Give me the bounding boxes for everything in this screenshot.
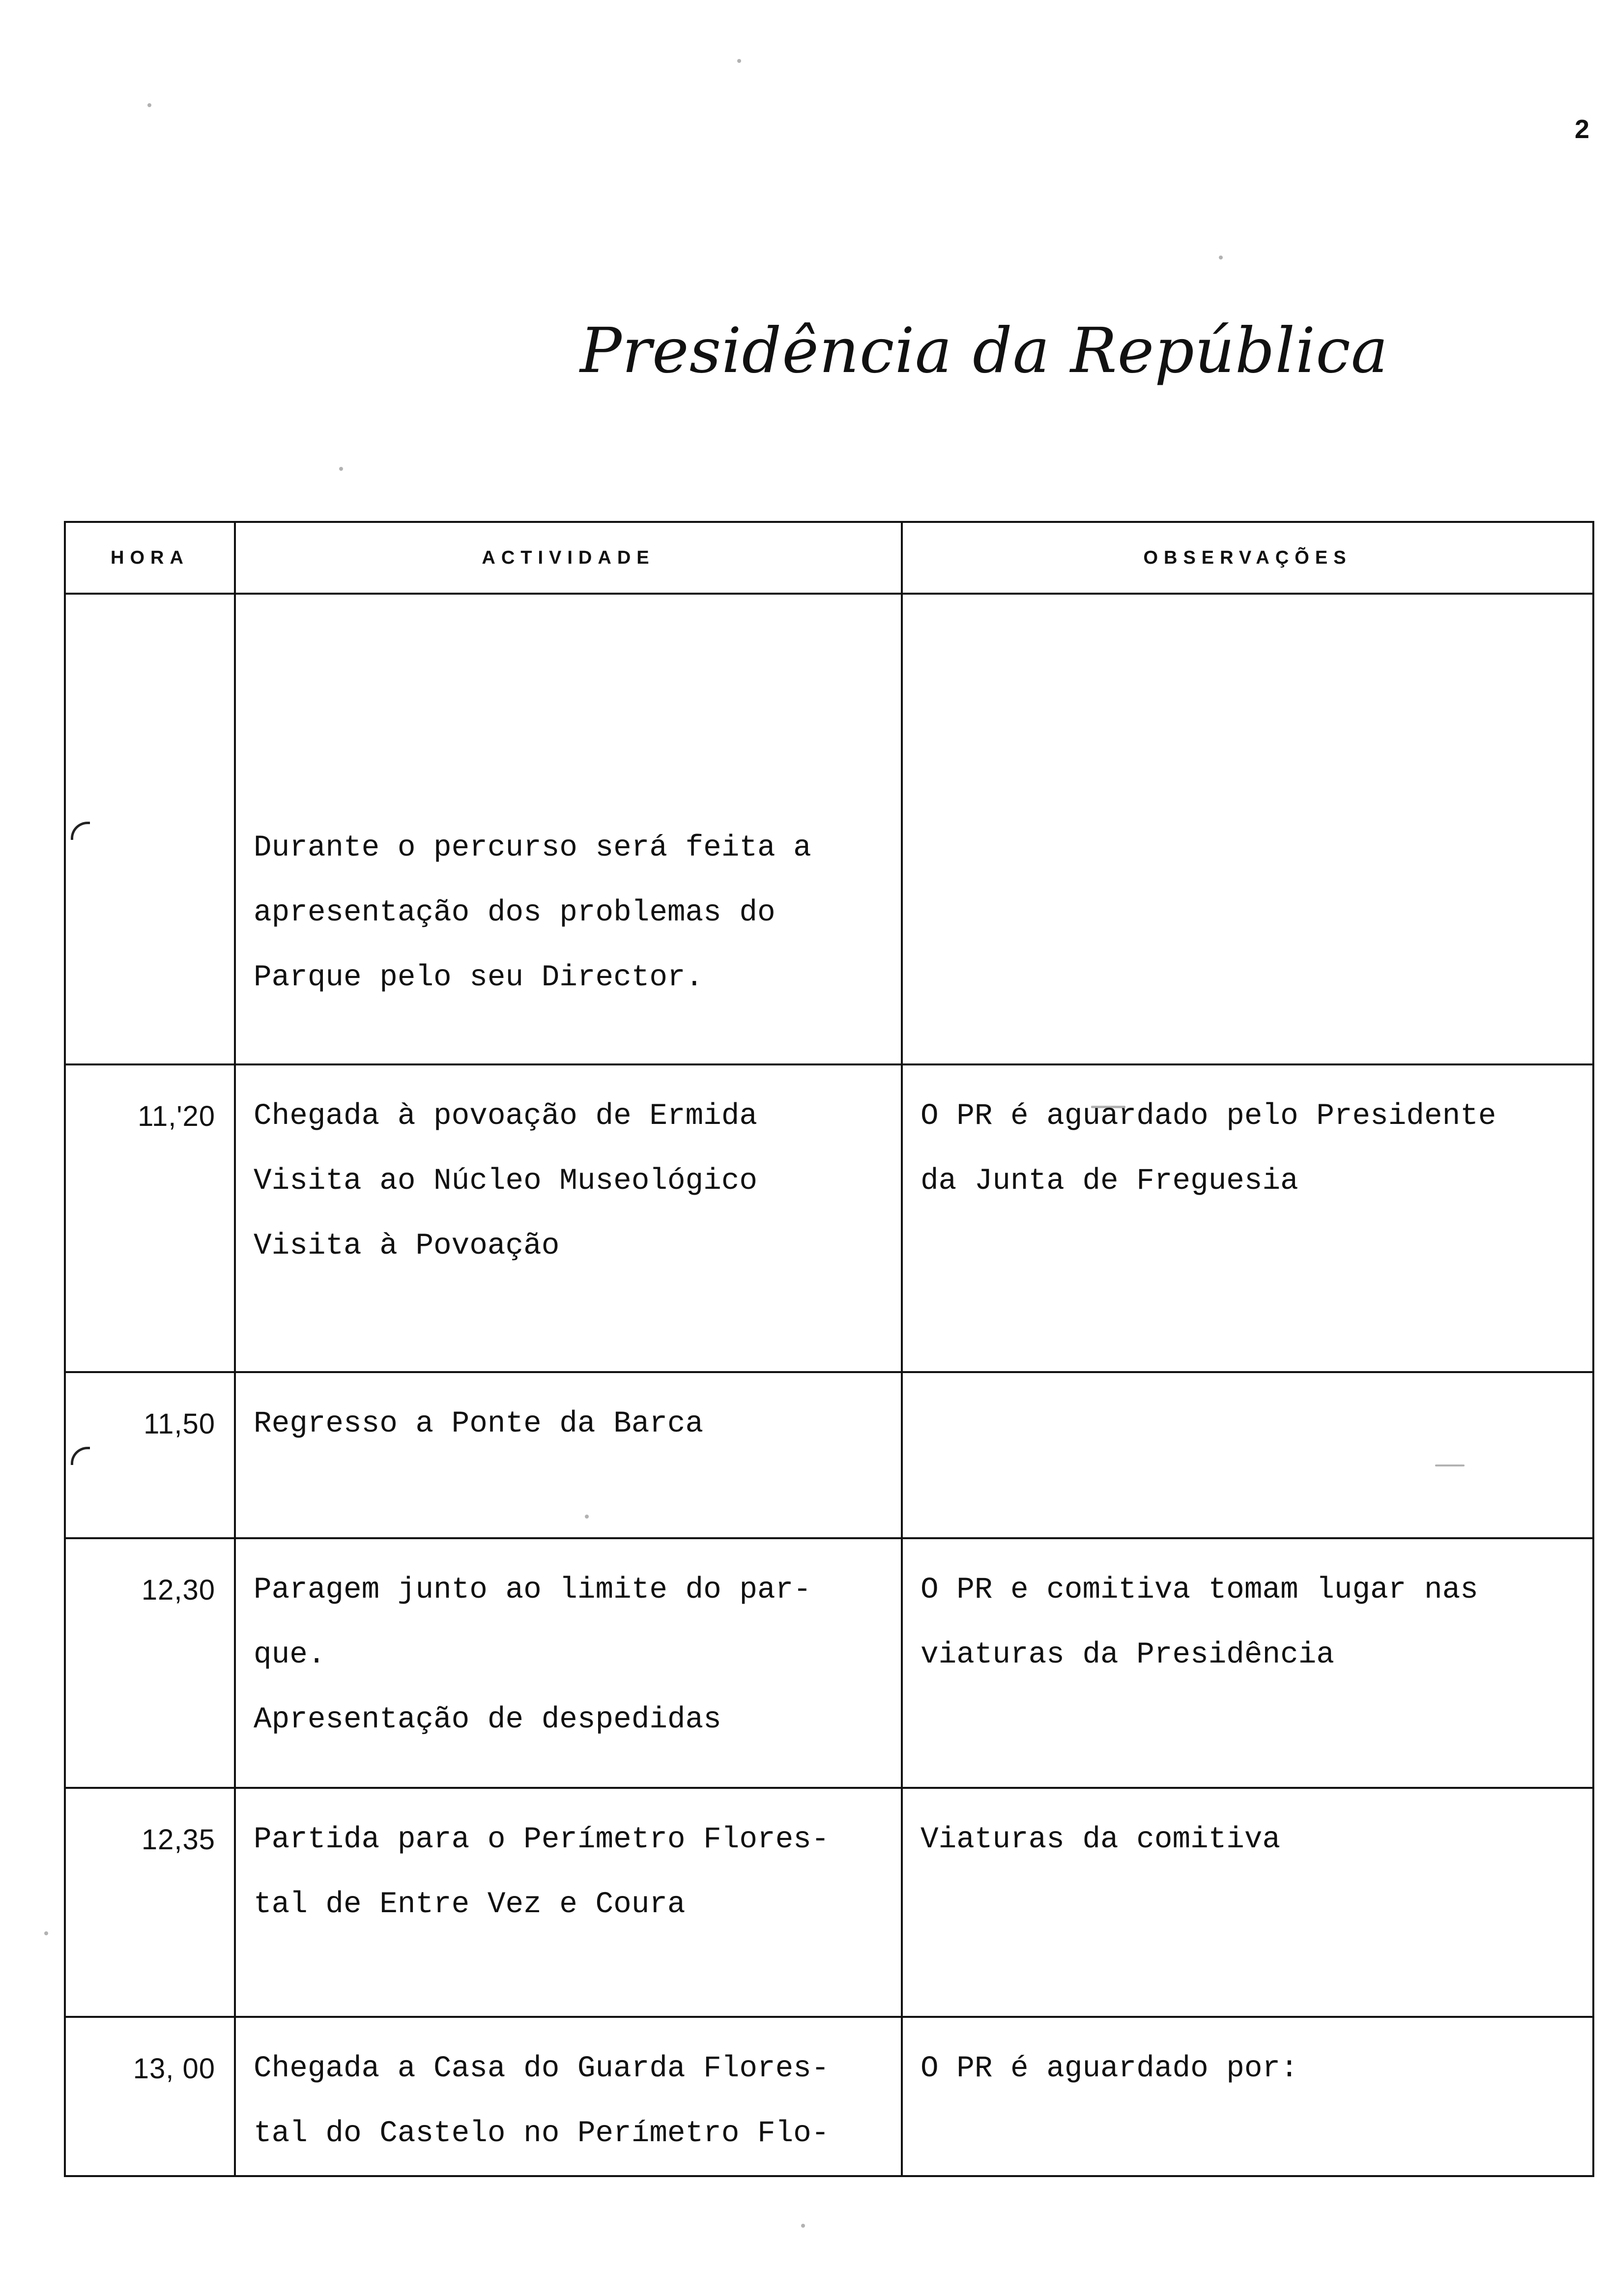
observation-line: O PR é aguardado por:: [921, 2052, 1298, 2086]
observation-line: O PR é aguardado pelo Presidente: [921, 1099, 1497, 1133]
hora-cell: 13, 00: [65, 2017, 235, 2176]
observation-cell: [902, 1788, 1593, 2017]
table-row: [65, 1538, 1593, 1788]
letterhead-title: Presidência da República: [580, 315, 1388, 387]
observation-line: Viaturas da comitiva: [921, 1823, 1281, 1857]
observation-cell: [902, 1372, 1593, 1538]
activity-line: apresentação dos problemas do: [254, 896, 776, 930]
activity-line: Partida para o Perímetro Flores-: [254, 1823, 830, 1857]
table-header-row: [65, 522, 1593, 594]
table-row: [65, 594, 1593, 1064]
activity-line: Apresentação de despedidas: [254, 1703, 721, 1737]
activity-cell: [235, 1788, 902, 2017]
page-number: 2: [1574, 115, 1589, 144]
scan-speck: [44, 1931, 48, 1935]
activity-line: Paragem junto ao limite do par-: [254, 1573, 811, 1607]
activity-line: Parque pelo seu Director.: [254, 961, 704, 995]
table-row: [65, 1064, 1593, 1372]
observation-cell: [902, 594, 1593, 1064]
table-row: [65, 1788, 1593, 2017]
activity-line: Visita à Povoação: [254, 1229, 560, 1263]
header-observacoes: OBSERVAÇÕES: [902, 522, 1593, 594]
activity-line: tal do Castelo no Perímetro Flo-: [254, 2117, 830, 2151]
scan-speck: [737, 59, 741, 63]
schedule-table: [64, 521, 1594, 2177]
activity-cell: [235, 1372, 902, 1538]
activity-line: Chegada à povoação de Ermida: [254, 1099, 757, 1133]
hora-cell: 11,50: [65, 1372, 235, 1538]
observation-cell: [902, 1064, 1593, 1372]
activity-cell: [235, 1538, 902, 1788]
header-hora: HORA: [65, 522, 235, 594]
hora-cell: 12,30: [65, 1538, 235, 1788]
observation-line: da Junta de Freguesia: [921, 1164, 1298, 1198]
activity-cell: [235, 2017, 902, 2176]
activity-line: tal de Entre Vez e Coura: [254, 1888, 686, 1922]
observation-line: viaturas da Presidência: [921, 1638, 1334, 1672]
observation-cell: [902, 2017, 1593, 2176]
hora-cell: [65, 594, 235, 1064]
table-row: [65, 1372, 1593, 1538]
activity-line: Visita ao Núcleo Museológico: [254, 1164, 757, 1198]
scan-speck: [147, 103, 151, 107]
observation-line: O PR e comitiva tomam lugar nas: [921, 1573, 1478, 1607]
scan-speck: [1219, 256, 1223, 259]
hora-cell: 12,35: [65, 1788, 235, 2017]
observation-cell: [902, 1538, 1593, 1788]
activity-line: Durante o percurso será feita a: [254, 831, 811, 865]
scan-speck: [801, 2224, 805, 2228]
activity-line: Chegada a Casa do Guarda Flores-: [254, 2052, 830, 2086]
header-actividade: ACTIVIDADE: [235, 522, 902, 594]
activity-line: que.: [254, 1638, 326, 1672]
hora-cell: 11,'20: [65, 1064, 235, 1372]
table-row: [65, 2017, 1593, 2176]
activity-cell: [235, 1064, 902, 1372]
activity-cell: [235, 594, 902, 1064]
scan-speck: [339, 467, 343, 471]
activity-line: Regresso a Ponte da Barca: [254, 1407, 704, 1441]
